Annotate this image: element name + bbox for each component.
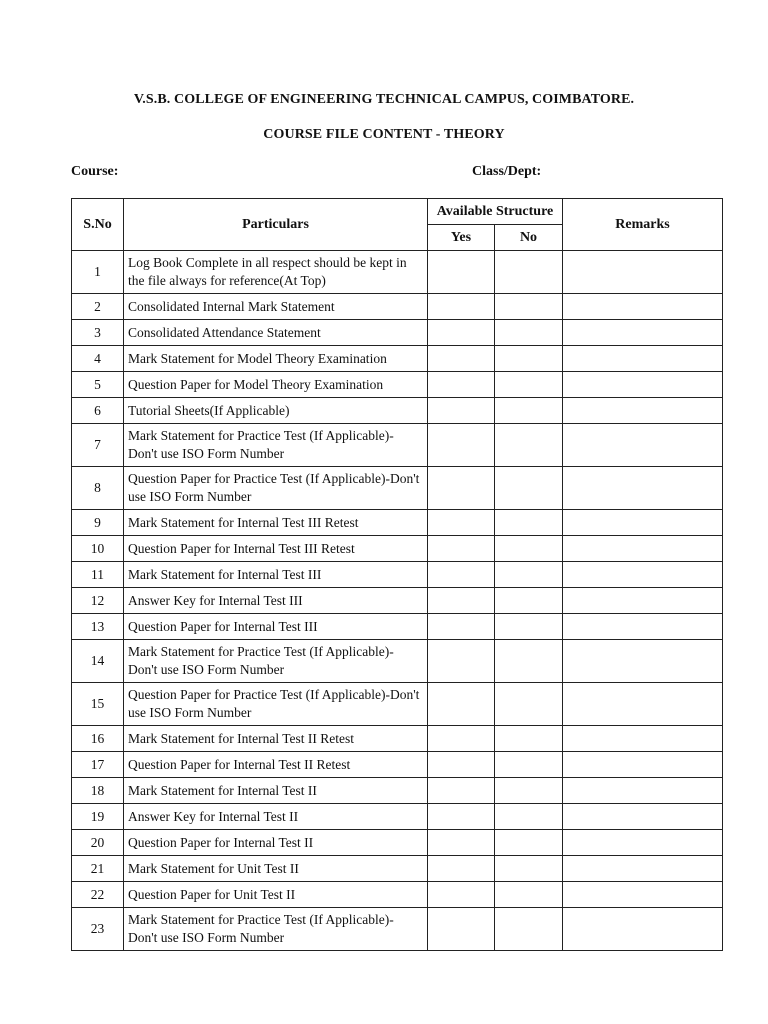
row-sno: 22 [72, 882, 124, 908]
row-no-cell[interactable] [495, 882, 563, 908]
row-particulars: Question Paper for Practice Test (If Applicable)-Don't use ISO Form Number [124, 683, 428, 726]
table-row [72, 346, 723, 372]
row-no-cell[interactable] [495, 588, 563, 614]
table-row [72, 536, 723, 562]
row-yes-cell[interactable] [428, 614, 495, 640]
row-remarks-cell[interactable] [563, 856, 723, 882]
table-body [72, 251, 723, 951]
row-sno: 17 [72, 752, 124, 778]
header-available-structure: Available Structure [428, 199, 563, 225]
row-particulars: Mark Statement for Internal Test II [124, 778, 428, 804]
row-no-cell[interactable] [495, 424, 563, 467]
row-particulars: Mark Statement for Internal Test III [124, 562, 428, 588]
row-no-cell[interactable] [495, 320, 563, 346]
table-row [72, 294, 723, 320]
row-no-cell[interactable] [495, 372, 563, 398]
row-yes-cell[interactable] [428, 510, 495, 536]
row-sno: 16 [72, 726, 124, 752]
row-remarks-cell[interactable] [563, 908, 723, 951]
row-particulars: Question Paper for Internal Test III [124, 614, 428, 640]
row-yes-cell[interactable] [428, 908, 495, 951]
row-sno: 2 [72, 294, 124, 320]
row-no-cell[interactable] [495, 536, 563, 562]
row-remarks-cell[interactable] [563, 346, 723, 372]
row-yes-cell[interactable] [428, 536, 495, 562]
row-remarks-cell[interactable] [563, 726, 723, 752]
row-yes-cell[interactable] [428, 778, 495, 804]
header-particulars: Particulars [124, 199, 428, 251]
row-no-cell[interactable] [495, 856, 563, 882]
table-row [72, 372, 723, 398]
row-particulars: Mark Statement for Practice Test (If Applicable)-Don't use ISO Form Number [124, 640, 428, 683]
row-particulars: Consolidated Internal Mark Statement [124, 294, 428, 320]
table-row [72, 614, 723, 640]
row-yes-cell[interactable] [428, 346, 495, 372]
row-sno: 13 [72, 614, 124, 640]
row-particulars: Question Paper for Model Theory Examination [124, 372, 428, 398]
row-no-cell[interactable] [495, 726, 563, 752]
row-no-cell[interactable] [495, 640, 563, 683]
row-sno: 8 [72, 467, 124, 510]
row-remarks-cell[interactable] [563, 294, 723, 320]
table-row [72, 726, 723, 752]
row-yes-cell[interactable] [428, 562, 495, 588]
row-yes-cell[interactable] [428, 856, 495, 882]
row-particulars: Answer Key for Internal Test III [124, 588, 428, 614]
course-file-table [71, 198, 723, 951]
row-remarks-cell[interactable] [563, 778, 723, 804]
course-label: Course: [71, 164, 119, 179]
row-remarks-cell[interactable] [563, 640, 723, 683]
row-sno: 1 [72, 251, 124, 294]
header-yes: Yes [428, 225, 495, 251]
row-no-cell[interactable] [495, 398, 563, 424]
row-remarks-cell[interactable] [563, 683, 723, 726]
row-yes-cell[interactable] [428, 398, 495, 424]
row-yes-cell[interactable] [428, 294, 495, 320]
row-yes-cell[interactable] [428, 424, 495, 467]
row-no-cell[interactable] [495, 614, 563, 640]
row-remarks-cell[interactable] [563, 251, 723, 294]
row-yes-cell[interactable] [428, 830, 495, 856]
row-no-cell[interactable] [495, 562, 563, 588]
row-sno: 19 [72, 804, 124, 830]
row-remarks-cell[interactable] [563, 467, 723, 510]
table-row [72, 778, 723, 804]
row-sno: 3 [72, 320, 124, 346]
row-remarks-cell[interactable] [563, 882, 723, 908]
row-particulars: Mark Statement for Model Theory Examination [124, 346, 428, 372]
row-no-cell[interactable] [495, 752, 563, 778]
table-row [72, 424, 723, 467]
row-particulars: Mark Statement for Practice Test (If Applicable)-Don't use ISO Form Number [124, 424, 428, 467]
table-row [72, 908, 723, 951]
class-dept-label: Class/Dept: [472, 164, 542, 179]
institution-title: V.S.B. COLLEGE OF ENGINEERING TECHNICAL CAMPUS, COIMBATORE. [133, 92, 635, 107]
table-row [72, 830, 723, 856]
row-particulars: Consolidated Attendance Statement [124, 320, 428, 346]
row-no-cell[interactable] [495, 346, 563, 372]
row-particulars: Answer Key for Internal Test II [124, 804, 428, 830]
row-sno: 20 [72, 830, 124, 856]
row-no-cell[interactable] [495, 908, 563, 951]
row-yes-cell[interactable] [428, 726, 495, 752]
row-yes-cell[interactable] [428, 588, 495, 614]
row-sno: 5 [72, 372, 124, 398]
row-yes-cell[interactable] [428, 251, 495, 294]
row-remarks-cell[interactable] [563, 398, 723, 424]
row-sno: 11 [72, 562, 124, 588]
row-yes-cell[interactable] [428, 882, 495, 908]
row-particulars: Mark Statement for Internal Test III Retest [124, 510, 428, 536]
row-particulars: Log Book Complete in all respect should be kept in the file always for reference(At Top) [124, 251, 428, 294]
table-row [72, 320, 723, 346]
row-sno: 23 [72, 908, 124, 951]
row-yes-cell[interactable] [428, 640, 495, 683]
row-no-cell[interactable] [495, 467, 563, 510]
row-particulars: Tutorial Sheets(If Applicable) [124, 398, 428, 424]
header-remarks: Remarks [563, 199, 723, 251]
row-remarks-cell[interactable] [563, 372, 723, 398]
row-sno: 6 [72, 398, 124, 424]
row-no-cell[interactable] [495, 294, 563, 320]
row-sno: 12 [72, 588, 124, 614]
row-yes-cell[interactable] [428, 804, 495, 830]
row-sno: 9 [72, 510, 124, 536]
row-particulars: Mark Statement for Unit Test II [124, 856, 428, 882]
row-yes-cell[interactable] [428, 372, 495, 398]
row-remarks-cell[interactable] [563, 830, 723, 856]
row-remarks-cell[interactable] [563, 510, 723, 536]
row-remarks-cell[interactable] [563, 614, 723, 640]
table-row [72, 804, 723, 830]
row-particulars: Question Paper for Unit Test II [124, 882, 428, 908]
row-particulars: Mark Statement for Internal Test II Retest [124, 726, 428, 752]
row-no-cell[interactable] [495, 778, 563, 804]
row-remarks-cell[interactable] [563, 536, 723, 562]
row-sno: 10 [72, 536, 124, 562]
row-sno: 15 [72, 683, 124, 726]
header-sno: S.No [72, 199, 124, 251]
table-row [72, 882, 723, 908]
header-no: No [495, 225, 563, 251]
row-remarks-cell[interactable] [563, 804, 723, 830]
table-row [72, 640, 723, 683]
table-row [72, 588, 723, 614]
table-row [72, 398, 723, 424]
row-sno: 7 [72, 424, 124, 467]
table-row [72, 683, 723, 726]
row-particulars: Question Paper for Internal Test III Retest [124, 536, 428, 562]
row-yes-cell[interactable] [428, 683, 495, 726]
row-no-cell[interactable] [495, 804, 563, 830]
table-row [72, 856, 723, 882]
row-no-cell[interactable] [495, 830, 563, 856]
row-particulars: Question Paper for Internal Test II [124, 830, 428, 856]
row-remarks-cell[interactable] [563, 424, 723, 467]
row-particulars: Mark Statement for Practice Test (If Applicable)-Don't use ISO Form Number [124, 908, 428, 951]
table-row [72, 562, 723, 588]
table-row [72, 467, 723, 510]
row-remarks-cell[interactable] [563, 588, 723, 614]
row-no-cell[interactable] [495, 251, 563, 294]
row-remarks-cell[interactable] [563, 562, 723, 588]
row-particulars: Question Paper for Practice Test (If Applicable)-Don't use ISO Form Number [124, 467, 428, 510]
row-remarks-cell[interactable] [563, 752, 723, 778]
row-no-cell[interactable] [495, 683, 563, 726]
table-row [72, 752, 723, 778]
document-title: COURSE FILE CONTENT - THEORY [263, 127, 505, 142]
row-yes-cell[interactable] [428, 320, 495, 346]
row-sno: 14 [72, 640, 124, 683]
table-row [72, 251, 723, 294]
row-sno: 21 [72, 856, 124, 882]
row-remarks-cell[interactable] [563, 320, 723, 346]
row-yes-cell[interactable] [428, 467, 495, 510]
table-row [72, 510, 723, 536]
row-sno: 18 [72, 778, 124, 804]
row-yes-cell[interactable] [428, 752, 495, 778]
row-no-cell[interactable] [495, 510, 563, 536]
row-particulars: Question Paper for Internal Test II Retest [124, 752, 428, 778]
row-sno: 4 [72, 346, 124, 372]
